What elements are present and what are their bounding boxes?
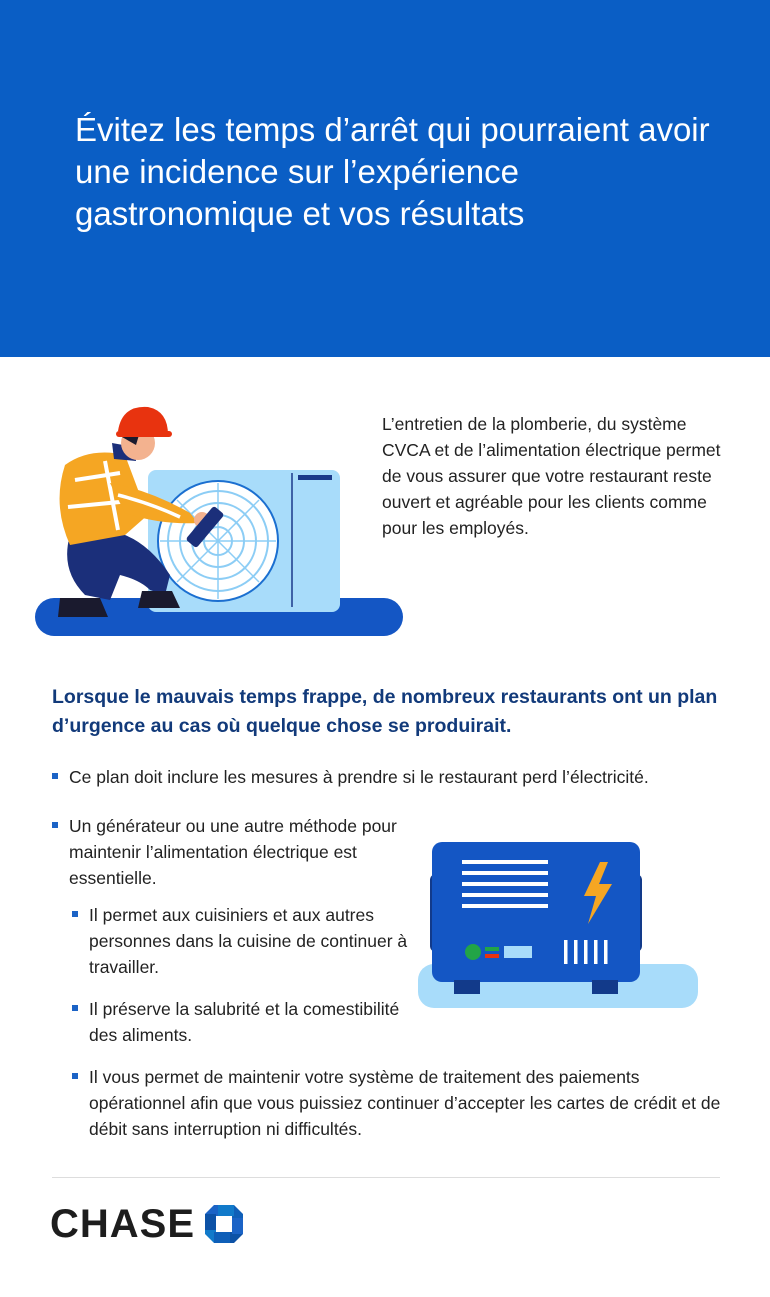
footer-divider xyxy=(52,1177,720,1178)
bullet-square-icon xyxy=(72,1005,78,1011)
bullet-square-icon xyxy=(72,911,78,917)
ac-fan xyxy=(158,481,278,601)
list-item xyxy=(69,764,759,790)
status-light-icon xyxy=(465,944,481,960)
chase-logo xyxy=(50,1203,245,1245)
chase-octagon-logo xyxy=(203,1203,245,1245)
hard-hat-icon xyxy=(118,407,168,435)
logo-wordmark: CHASE xyxy=(50,1202,196,1246)
intro-paragraph: L’entretien de la plomberie, du système CVCA et de l’alimentation électrique permet de vous assurer que votre restaurant reste ouvert et agréable pour les clients comme pour les employés. xyxy=(382,414,721,538)
bullet-square-icon xyxy=(52,822,58,828)
bullet-square-icon xyxy=(72,1073,78,1079)
bullet-square-icon xyxy=(52,773,58,779)
hero-banner xyxy=(0,0,770,357)
list-item-text: Il vous permet de maintenir votre système de traitement des paiements opérationnel afin que vous puissiez continuer d’accepter les cartes de crédit et de débit sans interruption ni difficultés. xyxy=(89,1067,721,1139)
list-item-text: Ce plan doit inclure les mesures à prendre si le restaurant perd l’électricité. xyxy=(69,767,649,787)
ac-vent-slot xyxy=(298,475,332,480)
hero-title: Évitez les temps d’arrêt qui pourraient avoir une incidence sur l’expérience gastronomique et vos résultats xyxy=(75,111,710,232)
generator-foot-left xyxy=(454,980,480,994)
display-panel xyxy=(504,946,532,958)
list-item xyxy=(69,813,419,891)
sub-list-item xyxy=(89,1064,739,1142)
emergency-plan-callout: Lorsque le mauvais temps frappe, de nombreux restaurants ont un plan d’urgence au cas où quelque chose se produirait. xyxy=(52,686,718,737)
sub-list-item xyxy=(89,902,409,980)
list-item-text: Il permet aux cuisiniers et aux autres personnes dans la cuisine de continuer à travailler. xyxy=(89,905,408,977)
technician-illustration xyxy=(30,395,410,640)
sub-list-item xyxy=(89,996,409,1048)
list-item-text: Il préserve la salubrité et la comestibilité des aliments. xyxy=(89,999,400,1045)
list-item-text: Un générateur ou une autre méthode pour maintenir l’alimentation électrique est essentielle. xyxy=(69,816,397,888)
generator-foot-right xyxy=(592,980,618,994)
worker-boot-left xyxy=(58,598,108,617)
generator-illustration xyxy=(418,840,700,1010)
